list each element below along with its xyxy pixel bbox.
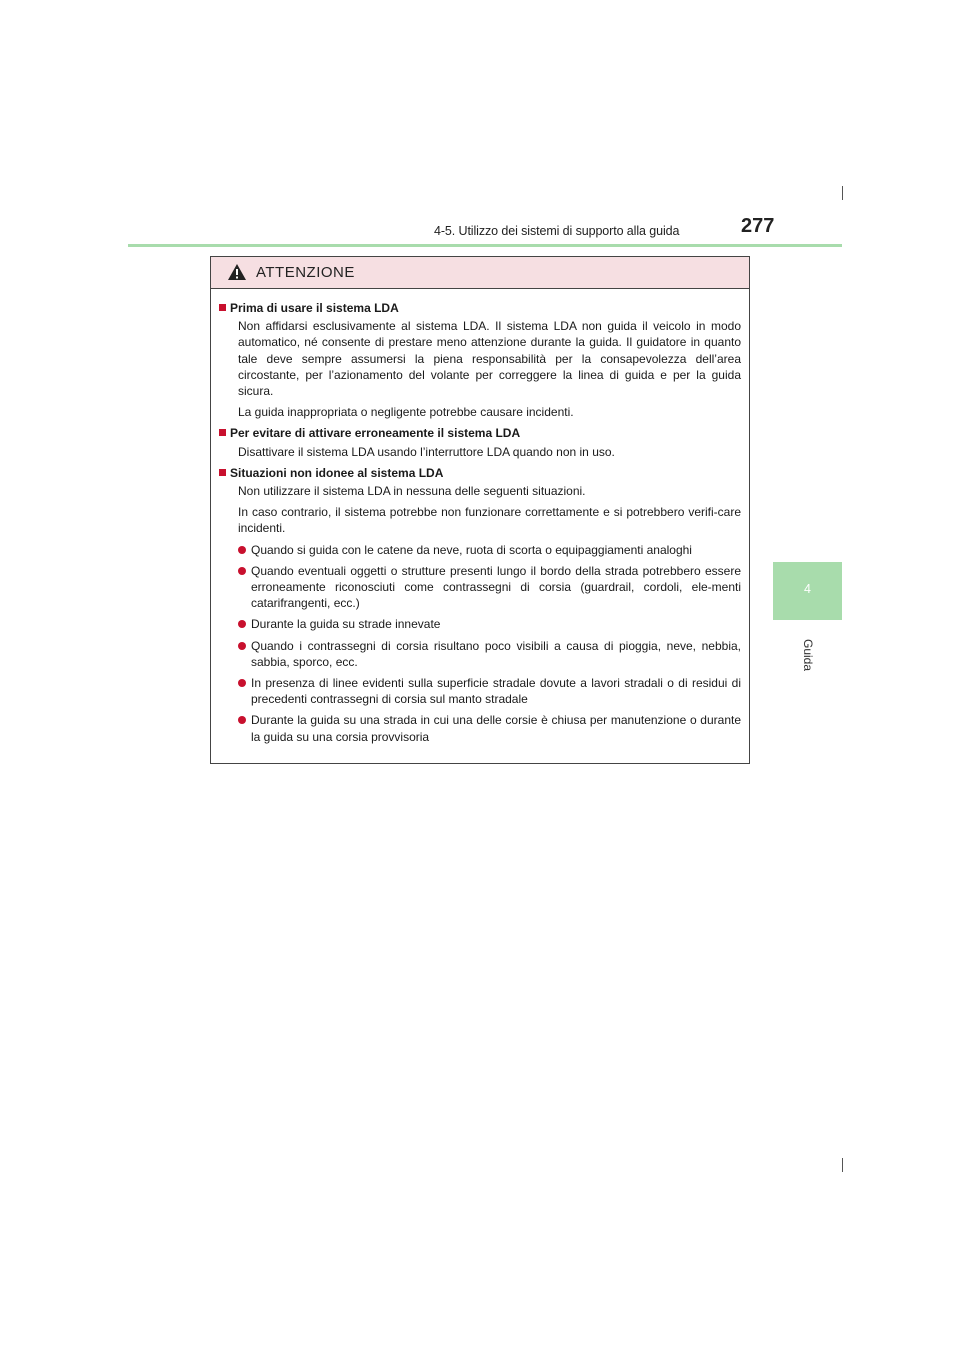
warning-header bbox=[211, 257, 749, 289]
circle-bullet-icon bbox=[238, 620, 246, 628]
chapter-number: 4 bbox=[804, 582, 811, 596]
square-bullet-icon bbox=[219, 304, 226, 311]
page-header bbox=[128, 210, 842, 246]
warning-triangle-icon bbox=[227, 263, 247, 281]
paragraph: In caso contrario, il sistema potrebbe non funzionare correttamente e si potrebbero verifi-care incidenti. bbox=[238, 505, 741, 536]
list-item bbox=[238, 638, 741, 670]
chapter-label bbox=[801, 630, 815, 680]
list-item-text: Quando i contrassegni di corsia risultano poco visibili a causa di pioggia, neve, nebbia, sabbia, sporco, ecc. bbox=[251, 638, 741, 669]
paragraph: La guida inappropriata o negligente potrebbe causare incidenti. bbox=[238, 405, 574, 420]
chapter-tab bbox=[773, 562, 842, 620]
warning-box bbox=[210, 256, 750, 764]
list-item bbox=[238, 542, 741, 558]
header-rule bbox=[128, 244, 842, 247]
heading-text: Prima di usare il sistema LDA bbox=[230, 301, 399, 315]
list-item-text: In presenza di linee evidenti sulla superficie stradale dovute a lavori stradali o di residui di precedenti contrassegni di corsia sul manto stradale bbox=[251, 676, 741, 707]
crop-mark-bottom bbox=[842, 1158, 843, 1172]
warning-title: ATTENZIONE bbox=[256, 264, 355, 281]
section-heading bbox=[219, 425, 741, 441]
crop-mark-top bbox=[842, 186, 843, 200]
list-item-text: Quando eventuali oggetti o strutture presenti lungo il bordo della strada potrebbero essere erroneamente riconosciuti come contrassegni di corsia (guardrail, cordoli, ele-menti catarifrangenti, ecc.) bbox=[251, 563, 741, 611]
list-item bbox=[238, 616, 741, 632]
square-bullet-icon bbox=[219, 469, 226, 476]
circle-bullet-icon bbox=[238, 567, 246, 575]
list-item bbox=[238, 563, 741, 612]
circle-bullet-icon bbox=[238, 642, 246, 650]
page-number: 277 bbox=[741, 215, 775, 237]
section-heading bbox=[219, 465, 741, 481]
list-item-text: Quando si guida con le catene da neve, ruota di scorta o equipaggiamenti analoghi bbox=[251, 542, 692, 557]
paragraph: Non affidarsi esclusivamente al sistema LDA. Il sistema LDA non guida il veicolo in modo automatico, né consente di prestare meno attenzione durante la guida. Il guidatore in quanto tale deve sempre assumersi la piena responsabilità per la consapevolezza dell’area circostante, per l’azionamento del volante per correggere la linea di guida e per la guida sicura. bbox=[238, 319, 741, 399]
square-bullet-icon bbox=[219, 429, 226, 436]
list-item bbox=[238, 675, 741, 707]
list-item bbox=[238, 712, 741, 744]
circle-bullet-icon bbox=[238, 679, 246, 687]
circle-bullet-icon bbox=[238, 716, 246, 724]
circle-bullet-icon bbox=[238, 546, 246, 554]
list-item-text: Durante la guida su una strada in cui una delle corsie è chiusa per manutenzione o durante la guida su una corsia provvisoria bbox=[251, 713, 741, 744]
section-heading bbox=[219, 300, 741, 316]
list-item-text: Durante la guida su strade innevate bbox=[251, 617, 441, 632]
chapter-label-text: Guida bbox=[801, 638, 815, 672]
paragraph: Non utilizzare il sistema LDA in nessuna delle seguenti situazioni. bbox=[238, 484, 586, 499]
paragraph: Disattivare il sistema LDA usando l’interruttore LDA quando non in uso. bbox=[238, 444, 615, 459]
section-title: 4-5. Utilizzo dei sistemi di supporto alla guida bbox=[434, 224, 680, 238]
warning-body bbox=[211, 289, 749, 745]
heading-text: Per evitare di attivare erroneamente il sistema LDA bbox=[230, 426, 521, 441]
heading-text: Situazioni non idonee al sistema LDA bbox=[230, 465, 444, 480]
